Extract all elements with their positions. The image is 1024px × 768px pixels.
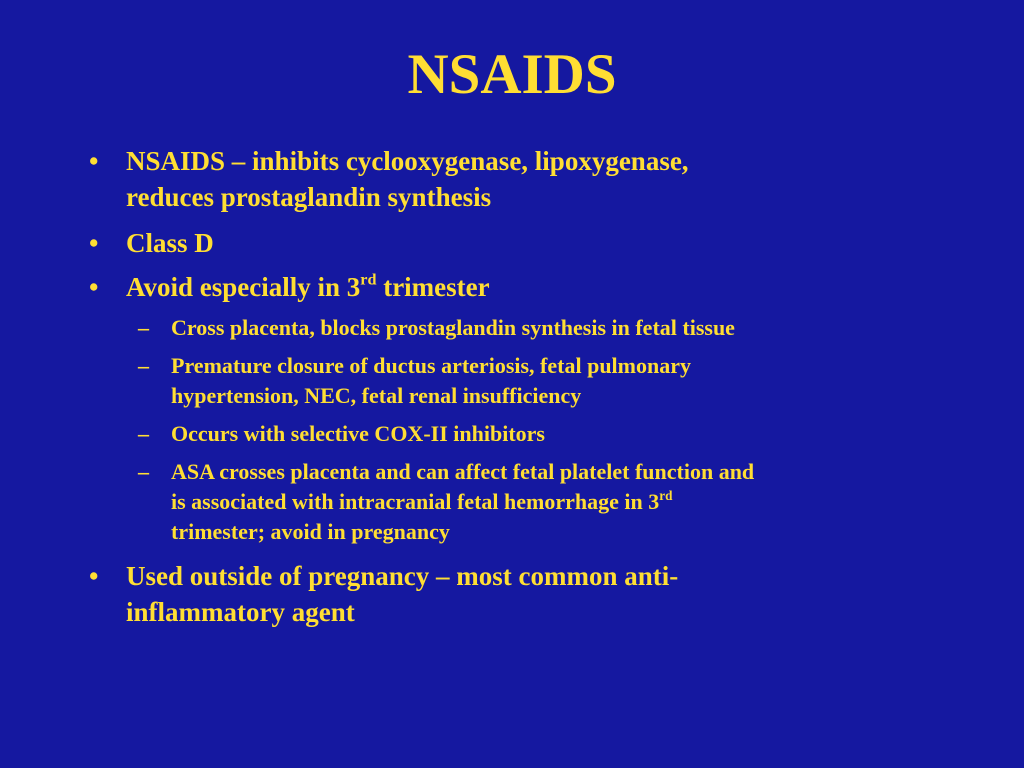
dash-marker: – <box>138 353 149 378</box>
sub-item-asa <box>138 457 755 547</box>
bullet-text-line <box>126 269 490 305</box>
sub-text-line: hypertension, NEC, fetal renal insufficiency <box>171 383 582 408</box>
bullet-text-line: reduces prostaglandin synthesis <box>126 182 492 212</box>
bullet-text-line: Used outside of pregnancy – most common anti- <box>126 561 679 591</box>
bullet-marker: • <box>89 561 99 591</box>
bullet-marker: • <box>89 272 99 302</box>
bullet-text-line: Class D <box>126 228 214 258</box>
sub-item-cross-placenta <box>138 313 735 343</box>
bullet-text-line: NSAIDS – inhibits cyclooxygenase, lipoxygenase, <box>126 146 689 176</box>
bullet-item-nsaids-mechanism <box>89 143 689 215</box>
sub-text-line: trimester; avoid in pregnancy <box>171 519 450 544</box>
dash-marker: – <box>138 315 149 340</box>
bullet-marker: • <box>89 146 99 176</box>
sub-text-line: Premature closure of ductus arteriosis, fetal pulmonary <box>171 353 691 378</box>
bullet-text-part: trimester <box>376 272 490 302</box>
sub-text-part: is associated with intracranial fetal hemorrhage in 3 <box>171 489 660 514</box>
bullet-text-part: Avoid especially in 3 <box>126 272 361 302</box>
bullet-item-class <box>89 225 214 261</box>
ordinal-suffix: rd <box>360 270 377 289</box>
sub-text-line: Occurs with selective COX-II inhibitors <box>171 421 545 446</box>
dash-marker: – <box>138 459 149 484</box>
sub-text-line: ASA crosses placenta and can affect fetal platelet function and <box>171 459 755 484</box>
sub-item-premature-closure <box>138 351 691 411</box>
sub-item-cox-ii <box>138 419 545 449</box>
bullet-item-used-outside <box>89 558 679 630</box>
bullet-marker: • <box>89 228 99 258</box>
sub-text-line: Cross placenta, blocks prostaglandin synthesis in fetal tissue <box>171 315 735 340</box>
bullet-item-avoid <box>89 269 490 305</box>
dash-marker: – <box>138 421 149 446</box>
slide-title: NSAIDS <box>407 43 617 106</box>
bullet-text-line: inflammatory agent <box>126 597 355 627</box>
sub-text-line <box>171 487 754 517</box>
ordinal-suffix: rd <box>659 487 673 503</box>
